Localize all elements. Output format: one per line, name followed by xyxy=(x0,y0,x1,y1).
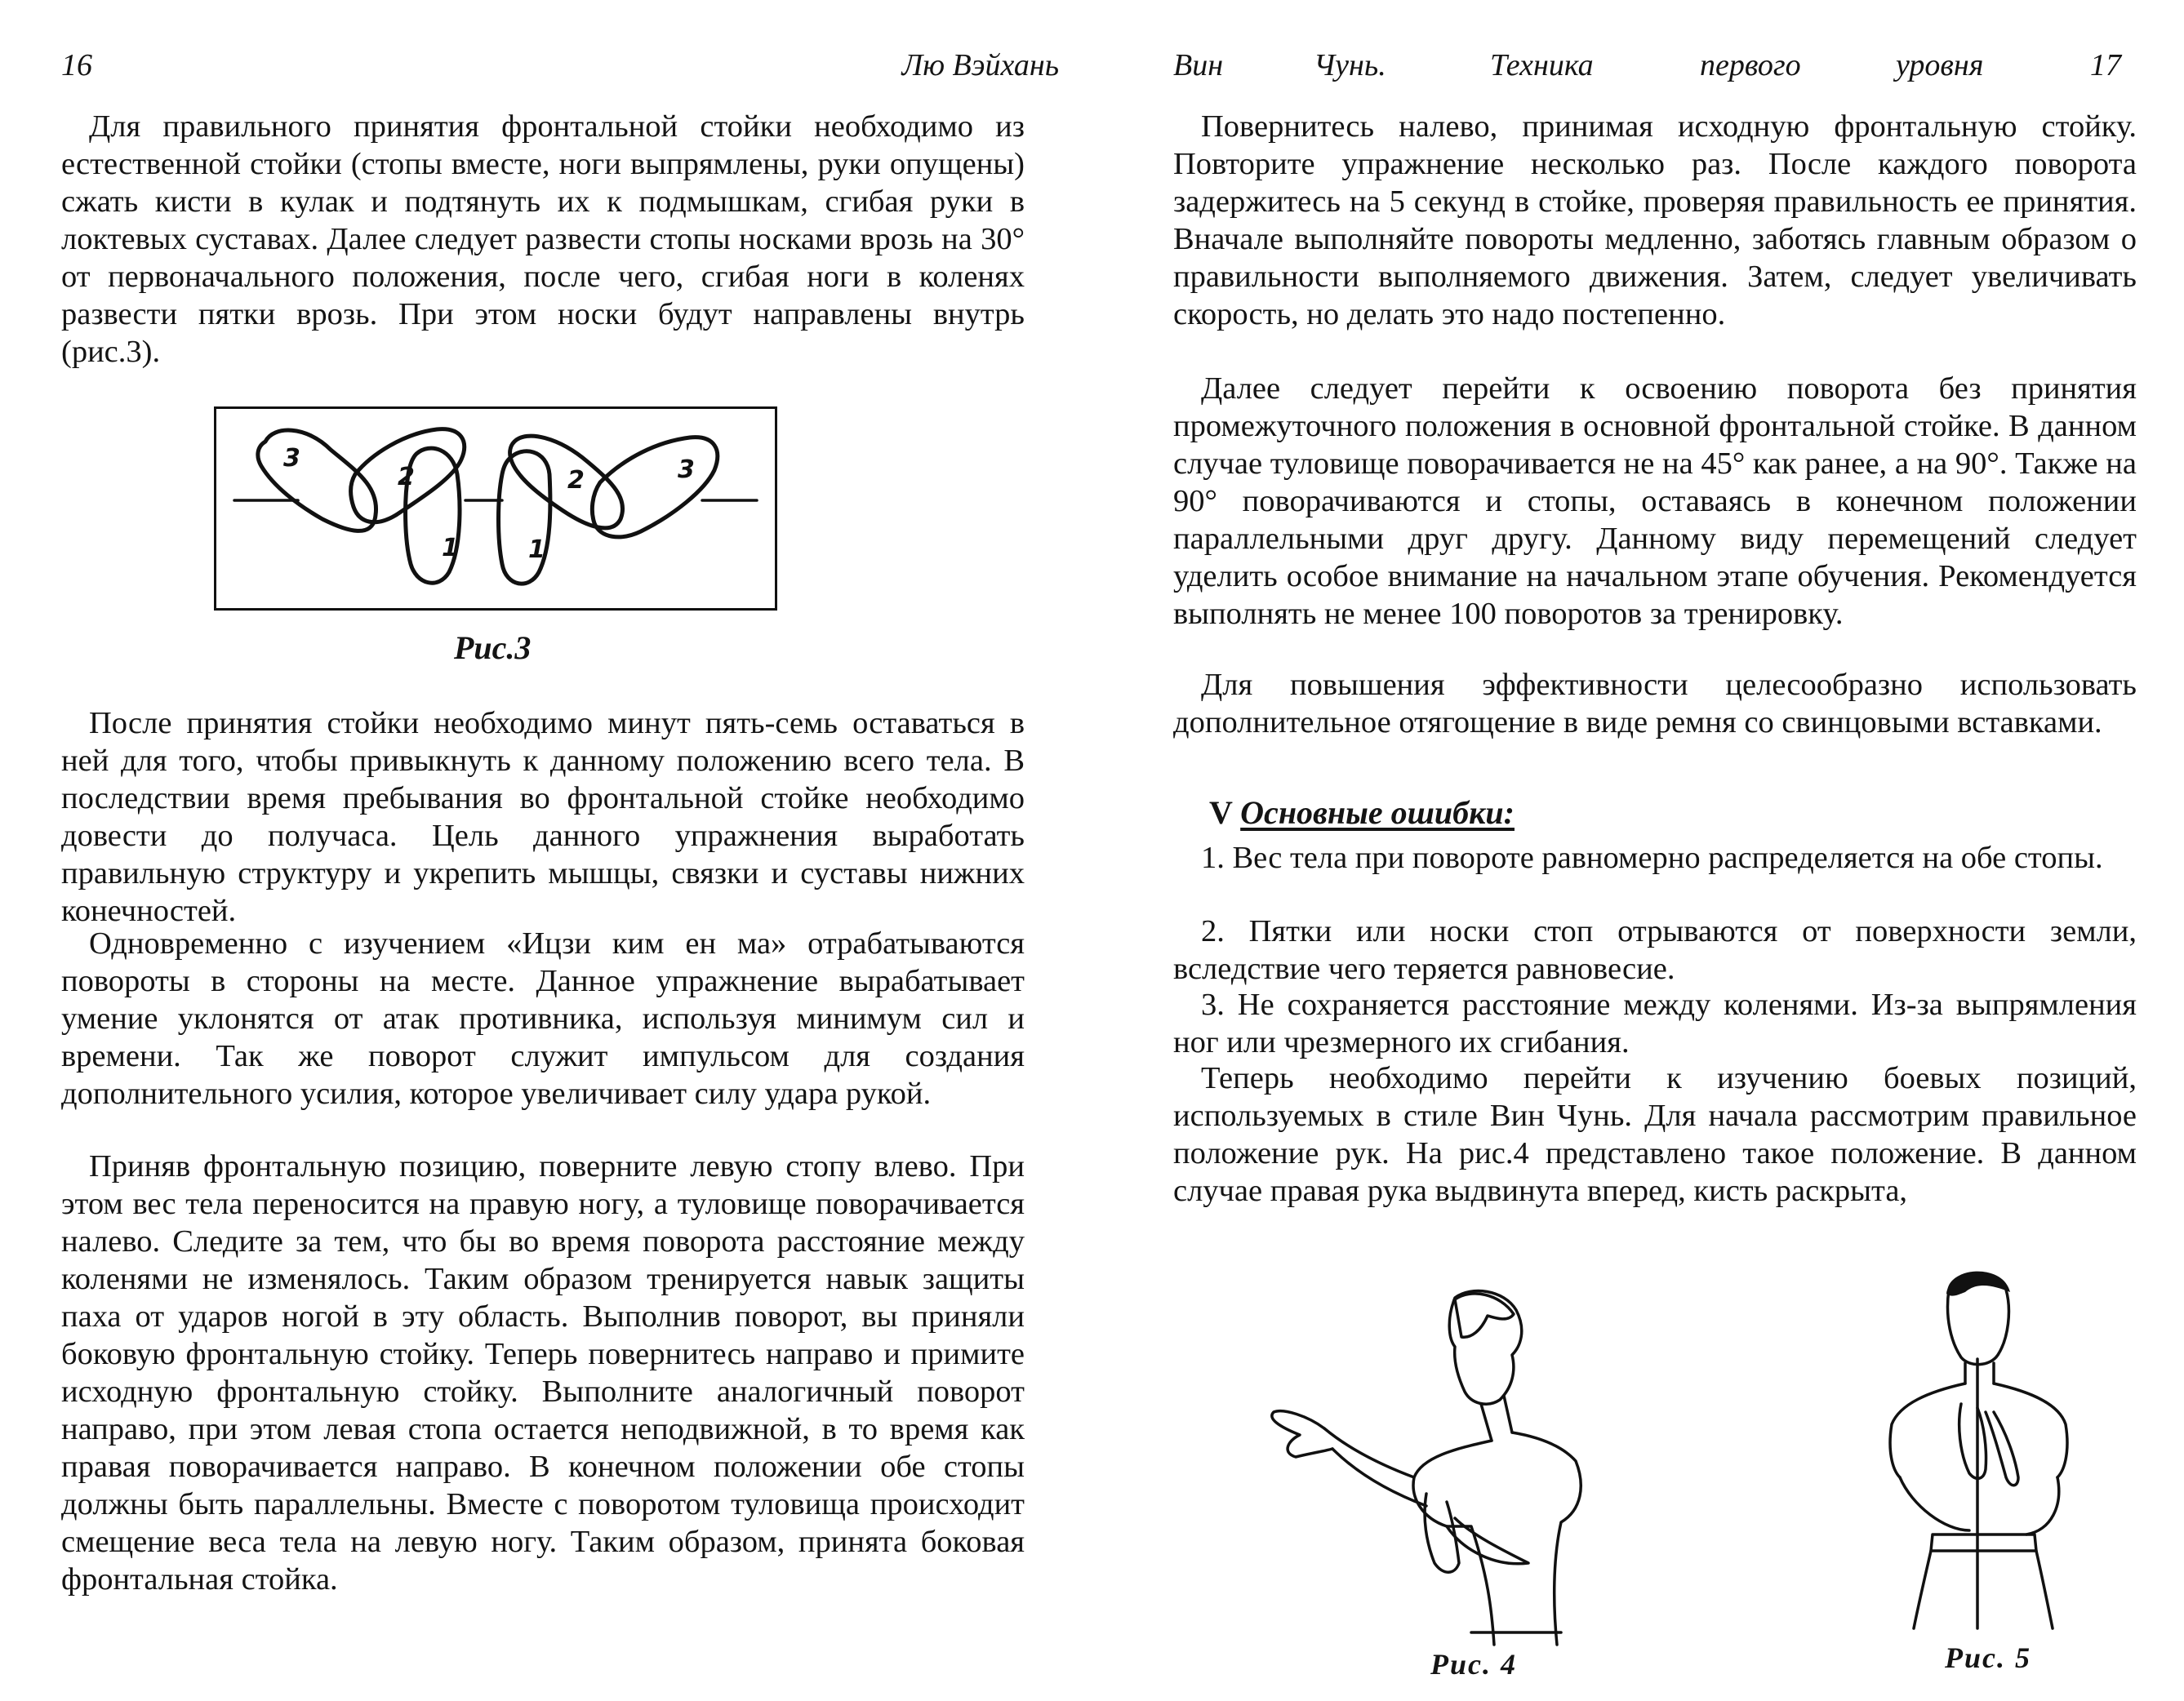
left-hand xyxy=(1425,1494,1459,1572)
running-head-word: Техника xyxy=(1490,48,1594,82)
foot-number-label: 3 xyxy=(678,455,695,484)
foot-number-label: 3 xyxy=(283,444,300,473)
torso-outline xyxy=(1413,1432,1581,1645)
paragraph: Теперь необходимо перейти к изучению боевых позиций, используемых в стиле Вин Чунь. Для начала рассмотрим правильное положение рук. На рис.4 представлено такое положение. В данном случае правая рука выдвинута вперед, кисть раскрыта, xyxy=(1173,1061,2137,1208)
running-head-word: уровня xyxy=(1896,48,1984,82)
error-item: 2. Пятки или носки стоп отрываются от поверхности земли, вследствие чего теряется равновесие. xyxy=(1173,914,2137,986)
foot-number-label: 2 xyxy=(567,466,585,495)
foot-number-label: 2 xyxy=(398,463,415,491)
figure-3-diagram xyxy=(214,406,777,611)
page-number-left: 16 xyxy=(61,48,92,82)
page-number-right: 17 xyxy=(2090,48,2121,82)
forearm xyxy=(1324,1428,1426,1506)
paragraph: Для правильного принятия фронтальной стойки необходимо из естественной стойки (стопы вместе, ноги выпрямлены, руки опущены) сжать кисти в кулак и подтянуть их к подмышкам, сгибая руки в локтевых суставах. Далее следует развести стопы носками врозь на 30° от первоначального положения, после чего, сгибая ноги в коленях развести пятки врозь. При этом носки будут направлены внутрь (рис.3). xyxy=(61,109,1025,369)
paragraph: После принятия стойки необходимо минут пять-семь оставаться в ней для того, чтобы привыкнуть к данному положению всего тела. В последствии время пребывания во фронтальной стойке необходимо довести до получаса. Цель данного упражнения выработать правильную структуру и укрепить мышцы, связки и суставы нижних конечностей. xyxy=(61,706,1025,928)
figure-5-caption: Рис. 5 xyxy=(1945,1641,2031,1674)
paragraph: Приняв фронтальную позицию, поверните левую стопу влево. При этом вес тела переносится на правую ногу, а туловище поворачивается налево. Следите за тем, что бы во время поворота расстояние между коленями не изменялось. Таким образом тренируется навык защиты паха от ударов ногой в эту область. Выполнив поворот, вы приняли боковую фронтальную стойку. Теперь повернитесь направо и примите исходную фронтальную стойку. Выполните аналогичный поворот направо, при этом левая стопа остается неподвижной, в то время как правая поворачивается направо. В конечном положении обе стопы должны быть параллельны. Вместе с поворотом туловища происходит смещение веса тела на левую ногу. Таким образом, принята боковая фронтальная стойка. xyxy=(61,1149,1025,1597)
running-head-word: первого xyxy=(1700,48,1801,82)
head-outline xyxy=(1449,1291,1522,1405)
paragraph: Повернитесь налево, принимая исходную фронтальную стойку. Повторите упражнение несколько раз. После каждого поворота задержитесь на 5 секунд в стойке, проверяя правильность ее принятия. Вначале выполняйте повороты медленно, заботясь главным образом о правильности выполняемого движения. Затем, следует увеличивать скорость, но делать это надо постепенно. xyxy=(1173,109,2137,331)
error-item: 1. Вес тела при повороте равномерно распределяется на обе стопы. xyxy=(1201,841,2103,875)
belt xyxy=(1931,1534,2036,1551)
section-heading xyxy=(1209,793,1515,832)
running-head-word: Чунь. xyxy=(1314,48,1386,82)
hair xyxy=(1946,1272,2010,1295)
error-item: 3. Не сохраняется расстояние между коленями. Из-за выпрямления ног или чрезмерного их сгибания. xyxy=(1173,988,2137,1059)
neck xyxy=(1965,1363,1994,1383)
foot-outline xyxy=(592,437,717,537)
paragraph: Далее следует перейти к освоению поворота без принятия промежуточного положения в основной фронтальной стойке. В данном случае туловище поворачивается не на 45° как ранее, а на 90°. Также на 90° поворачиваются и стопы, оставаясь в конечном положении параллельными друг другу. Данному виду перемещений следует уделить особое внимание на начальном этапе обучения. Рекомендуется выполнять не менее 100 поворотов за тренировку. xyxy=(1173,371,2137,631)
foot-number-label: 1 xyxy=(528,535,545,564)
legs xyxy=(1914,1551,2053,1628)
paragraph: Для повышения эффективности целесообразно использовать дополнительное отягощение в виде ремня со свинцовыми вставками. xyxy=(1173,668,2137,739)
feet-positions-drawing xyxy=(216,409,775,608)
figure-4-caption: Рис. 4 xyxy=(1430,1648,1517,1681)
figure-3-caption: Рис.3 xyxy=(454,629,532,666)
hands xyxy=(1959,1404,2018,1486)
paragraph: Одновременно с изучением «Ицзи ким ен ма» отрабатываются повороты в стороны на месте. Данное упражнение вырабатывает умение уклонятся от атак противника, используя минимум сил и времени. Так же поворот служит импульсом для создания дополнительного усилия, которое увеличивает силу удара рукой. xyxy=(61,926,1025,1111)
arms xyxy=(1900,1477,2059,1534)
figure-4-illustration xyxy=(1267,1281,1643,1649)
section-number: V xyxy=(1209,794,1233,831)
running-head-left: Лю Вэйхань xyxy=(901,48,1059,82)
foot-number-label: 1 xyxy=(442,534,459,562)
right-hand xyxy=(1272,1411,1332,1457)
hair xyxy=(1455,1294,1514,1337)
right-page xyxy=(1092,0,2184,1701)
figure-5-illustration xyxy=(1855,1261,2100,1637)
running-head-word: Вин xyxy=(1173,48,1224,82)
section-title: Основные ошибки: xyxy=(1240,794,1515,831)
